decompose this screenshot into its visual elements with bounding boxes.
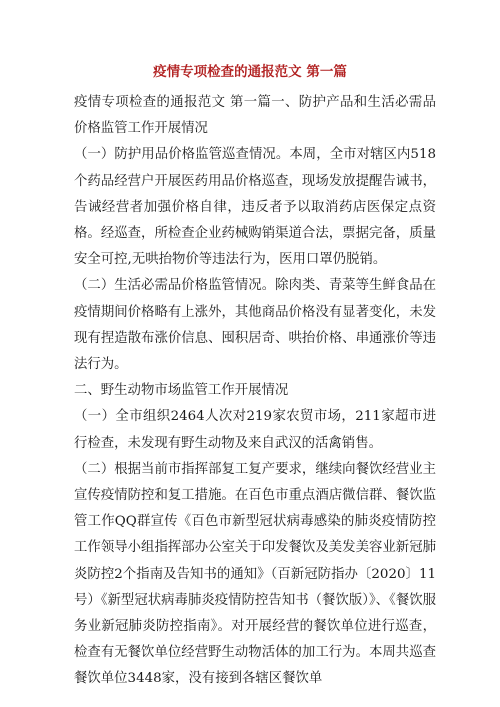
paragraph-daily-necessities: （二）生活必需品价格监管情况。除肉类、青菜等生鲜食品在疫情期间价格略有上涨外，其他商品价格没有显著变化，未发现有捏造散布涨价信息、囤积居奇、哄抬价格、串通涨价等违法行为。 (74, 278, 436, 373)
paragraph-section-two-heading: 二、野生动物市场监管工作开展情况 (74, 383, 289, 399)
paragraph-market-inspection: （一）全市组织2464人次对219家农贸市场，211家超市进行检查，未发现有野生动物及来自武汉的活禽销售。 (74, 409, 436, 451)
paragraph-catering-supervision: （二）根据当前市指挥部复工复产要求，继续向餐饮经营业主宣传疫情防控和复工措施。在百色市重点酒店微信群、餐饮监管工作QQ群宣传《百色市新型冠状病毒感染的肺炎疫情防控工作领导小组指挥部办公室关于印发餐饮及美发美容业新冠肺炎防控2个指南及告知书的通知》（百新冠防指办〔2020〕11号）《新型冠状病毒肺炎疫情防控告知书（餐饮版）》、《餐饮服务业新冠肺炎防控指南》。对开展经营的餐饮单位进行巡查，检查有无餐饮单位经营野生动物活体的加工行为。本周共巡查餐饮单位3448家，没有接到各辖区餐饮单 (74, 461, 436, 687)
document-body (74, 90, 436, 693)
document-title: 疫情专项检查的通报范文 第一篇 (153, 64, 347, 80)
paragraph-intro: 疫情专项检查的通报范文 第一篇一、防护产品和生活必需品价格监管工作开展情况 (74, 95, 436, 137)
paragraph-protective-supplies: （一）防护用品价格监管巡查情况。本周，全市对辖区内518个药品经营户开展医药用品价格巡查，现场发放提醒告诫书，告诫经营者加强价格自律，违反者予以取消药店医保定点资格。经巡查，所检查企业药械购销渠道合法，票据完备，质量安全可控,无哄抬物价等违法行为，医用口罩仍脱销。 (74, 147, 436, 268)
